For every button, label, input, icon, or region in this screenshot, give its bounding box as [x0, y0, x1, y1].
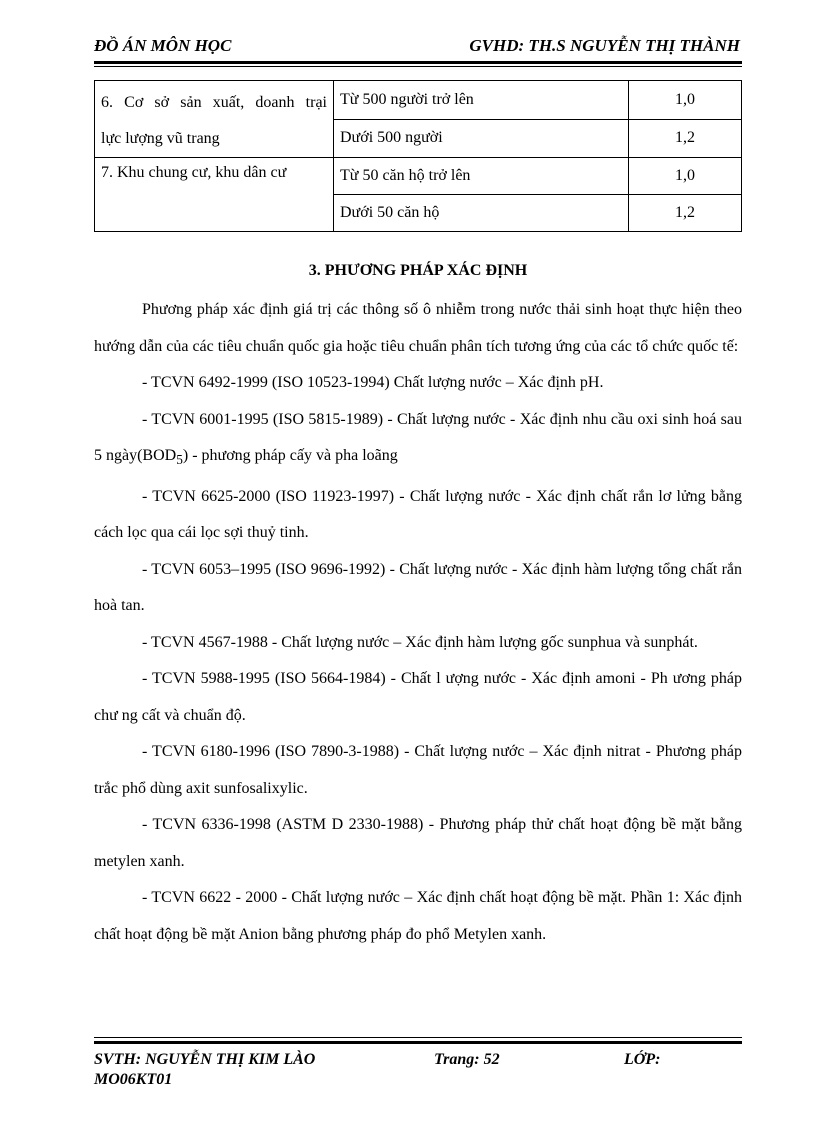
- table-cell-category: [95, 158, 334, 232]
- table-cell-category: [95, 81, 334, 158]
- table-row: [95, 158, 742, 195]
- footer-class-label: LỚP:: [624, 1051, 661, 1068]
- table-cell-condition: Từ 500 người trở lên: [334, 81, 629, 120]
- standard-item: - TCVN 6622 - 2000 - Chất lượng nước – Xác định chất hoạt động bề mặt. Phần 1: Xác định chất hoạt động bề mặt Anion bằng phương pháp đo phổ Metylen xanh.: [94, 889, 742, 943]
- header-instructor: GVHD: TH.S NGUYỄN THỊ THÀNH: [469, 36, 740, 55]
- category-line: 6. Cơ sở sản xuất, doanh trại: [101, 94, 327, 111]
- table-cell-value: 1,2: [629, 119, 742, 158]
- table-cell-condition: Từ 50 căn hộ trở lên: [334, 158, 629, 195]
- section-body: [94, 292, 742, 953]
- standard-item-tail: ) - phương pháp cấy và pha loãng: [182, 447, 398, 464]
- section-title: 3. PHƯƠNG PHÁP XÁC ĐỊNH: [308, 262, 528, 279]
- bod-subscript: 5: [176, 452, 183, 468]
- table-cell-value: 1,2: [629, 195, 742, 232]
- footer-page-number: Trang: 52: [434, 1051, 500, 1068]
- footer-divider: [94, 1041, 742, 1044]
- table-cell-value: 1,0: [629, 81, 742, 120]
- standard-item: - TCVN 6336-1998 (ASTM D 2330-1988) - Phương pháp thử chất hoạt động bề mặt bằng metylen xanh.: [94, 816, 742, 870]
- standard-item: - TCVN 6492-1999 (ISO 10523-1994) Chất lượng nước – Xác định pH.: [142, 374, 604, 391]
- footer-student: SVTH: NGUYỄN THỊ KIM LÀO: [94, 1051, 316, 1068]
- intro-paragraph: Phương pháp xác định giá trị các thông số ô nhiễm trong nước thải sinh hoạt thực hiện theo hướng dẫn của các tiêu chuẩn quốc gia hoặc tiêu chuẩn phân tích tương ứng của các tổ chức quốc tế:: [94, 301, 742, 355]
- standard-item: [94, 402, 742, 479]
- table-cell-condition: Dưới 50 căn hộ: [334, 195, 629, 232]
- standard-item: - TCVN 6625-2000 (ISO 11923-1997) - Chất lượng nước - Xác định chất rắn lơ lửng bằng cách lọc qua cái lọc sợi thuỷ tinh.: [94, 487, 742, 542]
- standard-item: - TCVN 6053–1995 (ISO 9696-1992) - Chất lượng nước - Xác định hàm lượng tổng chất rắn hoà tan.: [94, 560, 742, 615]
- standard-item-text: - TCVN 6001-1995 (ISO 5815-1989) - Chất lượng nước - Xác định nhu cầu oxi sinh hoá sau 5 ngày(BOD: [94, 410, 742, 464]
- category-line: lực lượng vũ trang: [101, 130, 220, 147]
- standard-item: - TCVN 4567-1988 - Chất lượng nước – Xác định hàm lượng gốc sunphua và sunphát.: [142, 633, 698, 651]
- standard-item: - TCVN 5988-1995 (ISO 5664-1984) - Chất l ượng nước - Xác định amoni - Ph ương pháp chư ng cất và chuẩn độ.: [94, 670, 742, 724]
- footer-class-code: MO06KT01: [94, 1071, 173, 1088]
- coefficient-table: [94, 80, 742, 232]
- standard-item: - TCVN 6180-1996 (ISO 7890-3-1988) - Chất lượng nước – Xác định nitrat - Phương pháp trắc phổ dùng axit sunfosalixylic.: [94, 743, 742, 797]
- category-line: 7. Khu chung cư, khu dân cư: [101, 164, 287, 181]
- table-row: [95, 81, 742, 120]
- header-divider: [94, 61, 742, 64]
- header-course-title: ĐỒ ÁN MÔN HỌC: [94, 36, 232, 55]
- header-divider-thin: [94, 66, 742, 67]
- footer-divider-thin: [94, 1037, 742, 1038]
- table-cell-condition: Dưới 500 người: [334, 119, 629, 158]
- table-cell-value: 1,0: [629, 158, 742, 195]
